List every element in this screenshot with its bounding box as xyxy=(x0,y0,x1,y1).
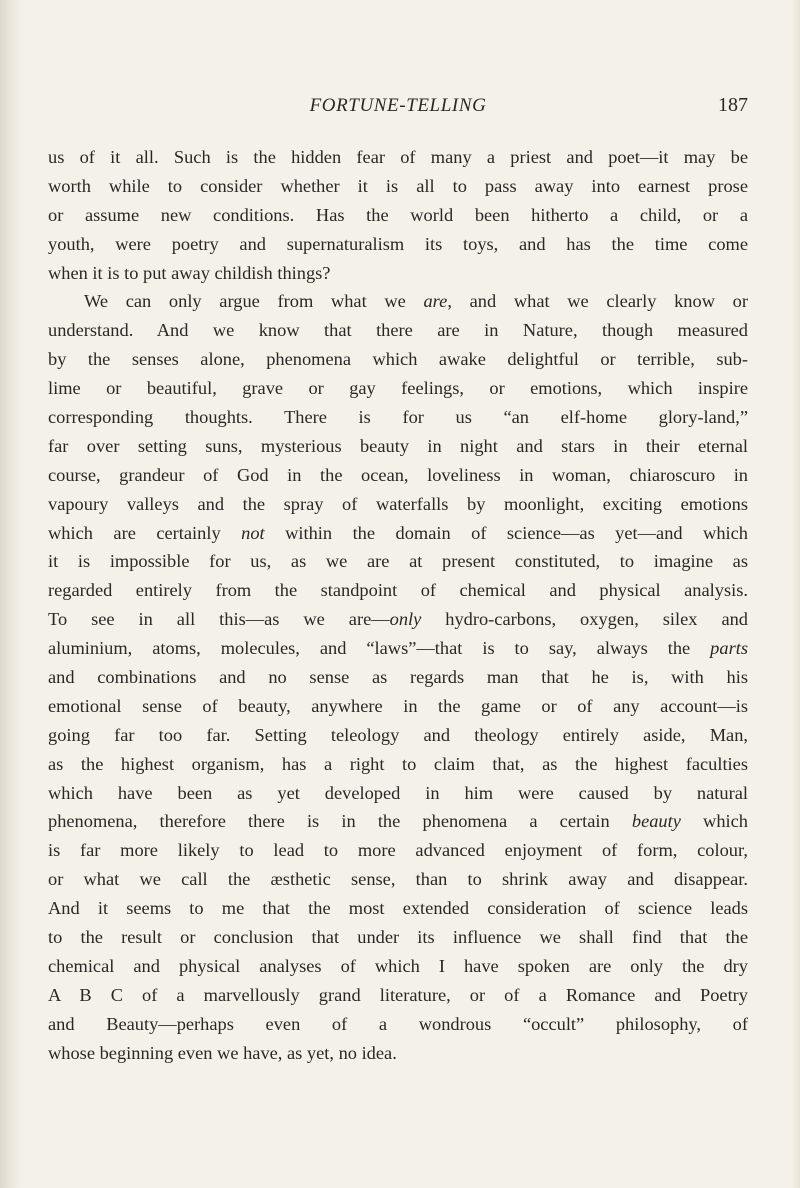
text-segment: when it is to put away childish things? xyxy=(48,262,331,283)
text-line xyxy=(48,923,748,952)
text-segment: phenomena, therefore there is in the phenomena a certain xyxy=(48,811,632,832)
text-segment: vapoury valleys and the spray of waterfalls by moonlight, exciting emotions xyxy=(48,493,748,514)
text-segment: or assume new conditions. Has the world been hitherto a child, or a xyxy=(48,204,748,225)
paragraph xyxy=(48,143,748,287)
running-head: FORTUNE-TELLING xyxy=(309,95,487,116)
italic-text: are xyxy=(423,291,448,312)
text-line xyxy=(48,692,748,721)
text-line xyxy=(48,721,748,750)
text-line xyxy=(48,403,748,432)
page-number: 187 xyxy=(718,94,748,116)
text-line xyxy=(48,547,748,576)
text-segment: aluminium, atoms, molecules, and “laws”—that is to say, always the xyxy=(48,638,711,659)
text-line xyxy=(48,807,748,836)
text-segment: is far more likely to lead to more advanced enjoyment of form, colour, xyxy=(48,840,748,861)
text-segment: corresponding thoughts. There is for us “an elf-home glory-land,” xyxy=(48,407,748,428)
text-line xyxy=(48,663,748,692)
text-segment: within the domain of science—as yet—and which xyxy=(264,522,748,543)
text-line xyxy=(48,461,748,490)
text-line xyxy=(48,894,748,923)
page-header xyxy=(48,91,748,121)
text-segment: which have been as yet developed in him were caused by natural xyxy=(48,782,748,803)
italic-text: not xyxy=(241,522,265,543)
text-line xyxy=(48,865,748,894)
text-line xyxy=(48,750,748,779)
text-segment: , and what we clearly know or xyxy=(447,291,748,312)
text-segment: course, grandeur of God in the ocean, loveliness in woman, chiaroscuro in xyxy=(48,464,748,485)
text-segment: and Beauty—perhaps even of a wondrous “occult” philosophy, of xyxy=(48,1013,748,1034)
text-segment: And it seems to me that the most extended consideration of science leads xyxy=(48,898,748,919)
text-segment: to the result or conclusion that under its influence we shall find that the xyxy=(48,927,748,948)
text-line xyxy=(48,1010,748,1039)
text-line xyxy=(48,1039,748,1068)
text-line xyxy=(48,345,748,374)
body-text xyxy=(48,143,748,1068)
paragraph xyxy=(48,287,748,1067)
text-segment: as the highest organism, has a right to claim that, as the highest faculties xyxy=(48,753,748,774)
text-line xyxy=(48,316,748,345)
text-line xyxy=(48,230,748,259)
text-line xyxy=(48,201,748,230)
text-segment: youth, were poetry and supernaturalism its toys, and has the time come xyxy=(48,233,748,254)
text-line xyxy=(48,981,748,1010)
text-line xyxy=(48,836,748,865)
text-segment: worth while to consider whether it is all to pass away into earnest prose xyxy=(48,175,748,196)
text-line xyxy=(48,287,748,316)
text-segment: us of it all. Such is the hidden fear of many a priest and poet—it may be xyxy=(48,147,748,167)
page-gutter-shadow xyxy=(0,0,22,1188)
text-segment: it is impossible for us, as we are at present constituted, to imagine as xyxy=(48,551,748,572)
text-line xyxy=(48,519,748,548)
text-segment: going far too far. Setting teleology and theology entirely aside, Man, xyxy=(48,724,748,745)
text-segment: emotional sense of beauty, anywhere in the game or of any account—is xyxy=(48,695,748,716)
text-segment: To see in all this—as we are— xyxy=(48,609,390,630)
text-segment: lime or beautiful, grave or gay feelings, or emotions, which inspire xyxy=(48,378,748,399)
text-line xyxy=(48,634,748,663)
text-line xyxy=(48,576,748,605)
italic-text: beauty xyxy=(631,811,681,832)
text-line xyxy=(48,374,748,403)
text-segment: which xyxy=(680,811,748,832)
text-segment: or what we call the æsthetic sense, than to shrink away and disappear. xyxy=(48,869,748,890)
text-segment: chemical and physical analyses of which I have spoken are only the dry xyxy=(48,955,748,976)
text-segment: understand. And we know that there are in Nature, though measured xyxy=(48,320,748,341)
text-segment: We can only argue from what we xyxy=(84,291,424,312)
text-line xyxy=(48,432,748,461)
text-line xyxy=(48,172,748,201)
page-edge xyxy=(792,0,800,1188)
text-segment: whose beginning even we have, as yet, no idea. xyxy=(48,1042,397,1063)
text-segment: hydro-carbons, oxygen, silex and xyxy=(421,609,748,630)
text-segment: which are certainly xyxy=(48,522,242,543)
text-segment: and combinations and no sense as regards man that he is, with his xyxy=(48,667,748,688)
text-line xyxy=(48,779,748,808)
text-line xyxy=(48,143,748,172)
text-segment: A B C of a marvellously grand literature, or of a Romance and Poetry xyxy=(48,984,748,1005)
text-line xyxy=(48,605,748,634)
text-segment: regarded entirely from the standpoint of chemical and physical analysis. xyxy=(48,580,748,601)
text-line xyxy=(48,952,748,981)
text-segment: by the senses alone, phenomena which awake delightful or terrible, sub- xyxy=(48,349,748,370)
text-line xyxy=(48,259,748,288)
italic-text: only xyxy=(389,609,422,630)
italic-text: parts xyxy=(710,638,748,659)
text-line xyxy=(48,490,748,519)
text-segment: far over setting suns, mysterious beauty in night and stars in their eternal xyxy=(48,435,748,456)
